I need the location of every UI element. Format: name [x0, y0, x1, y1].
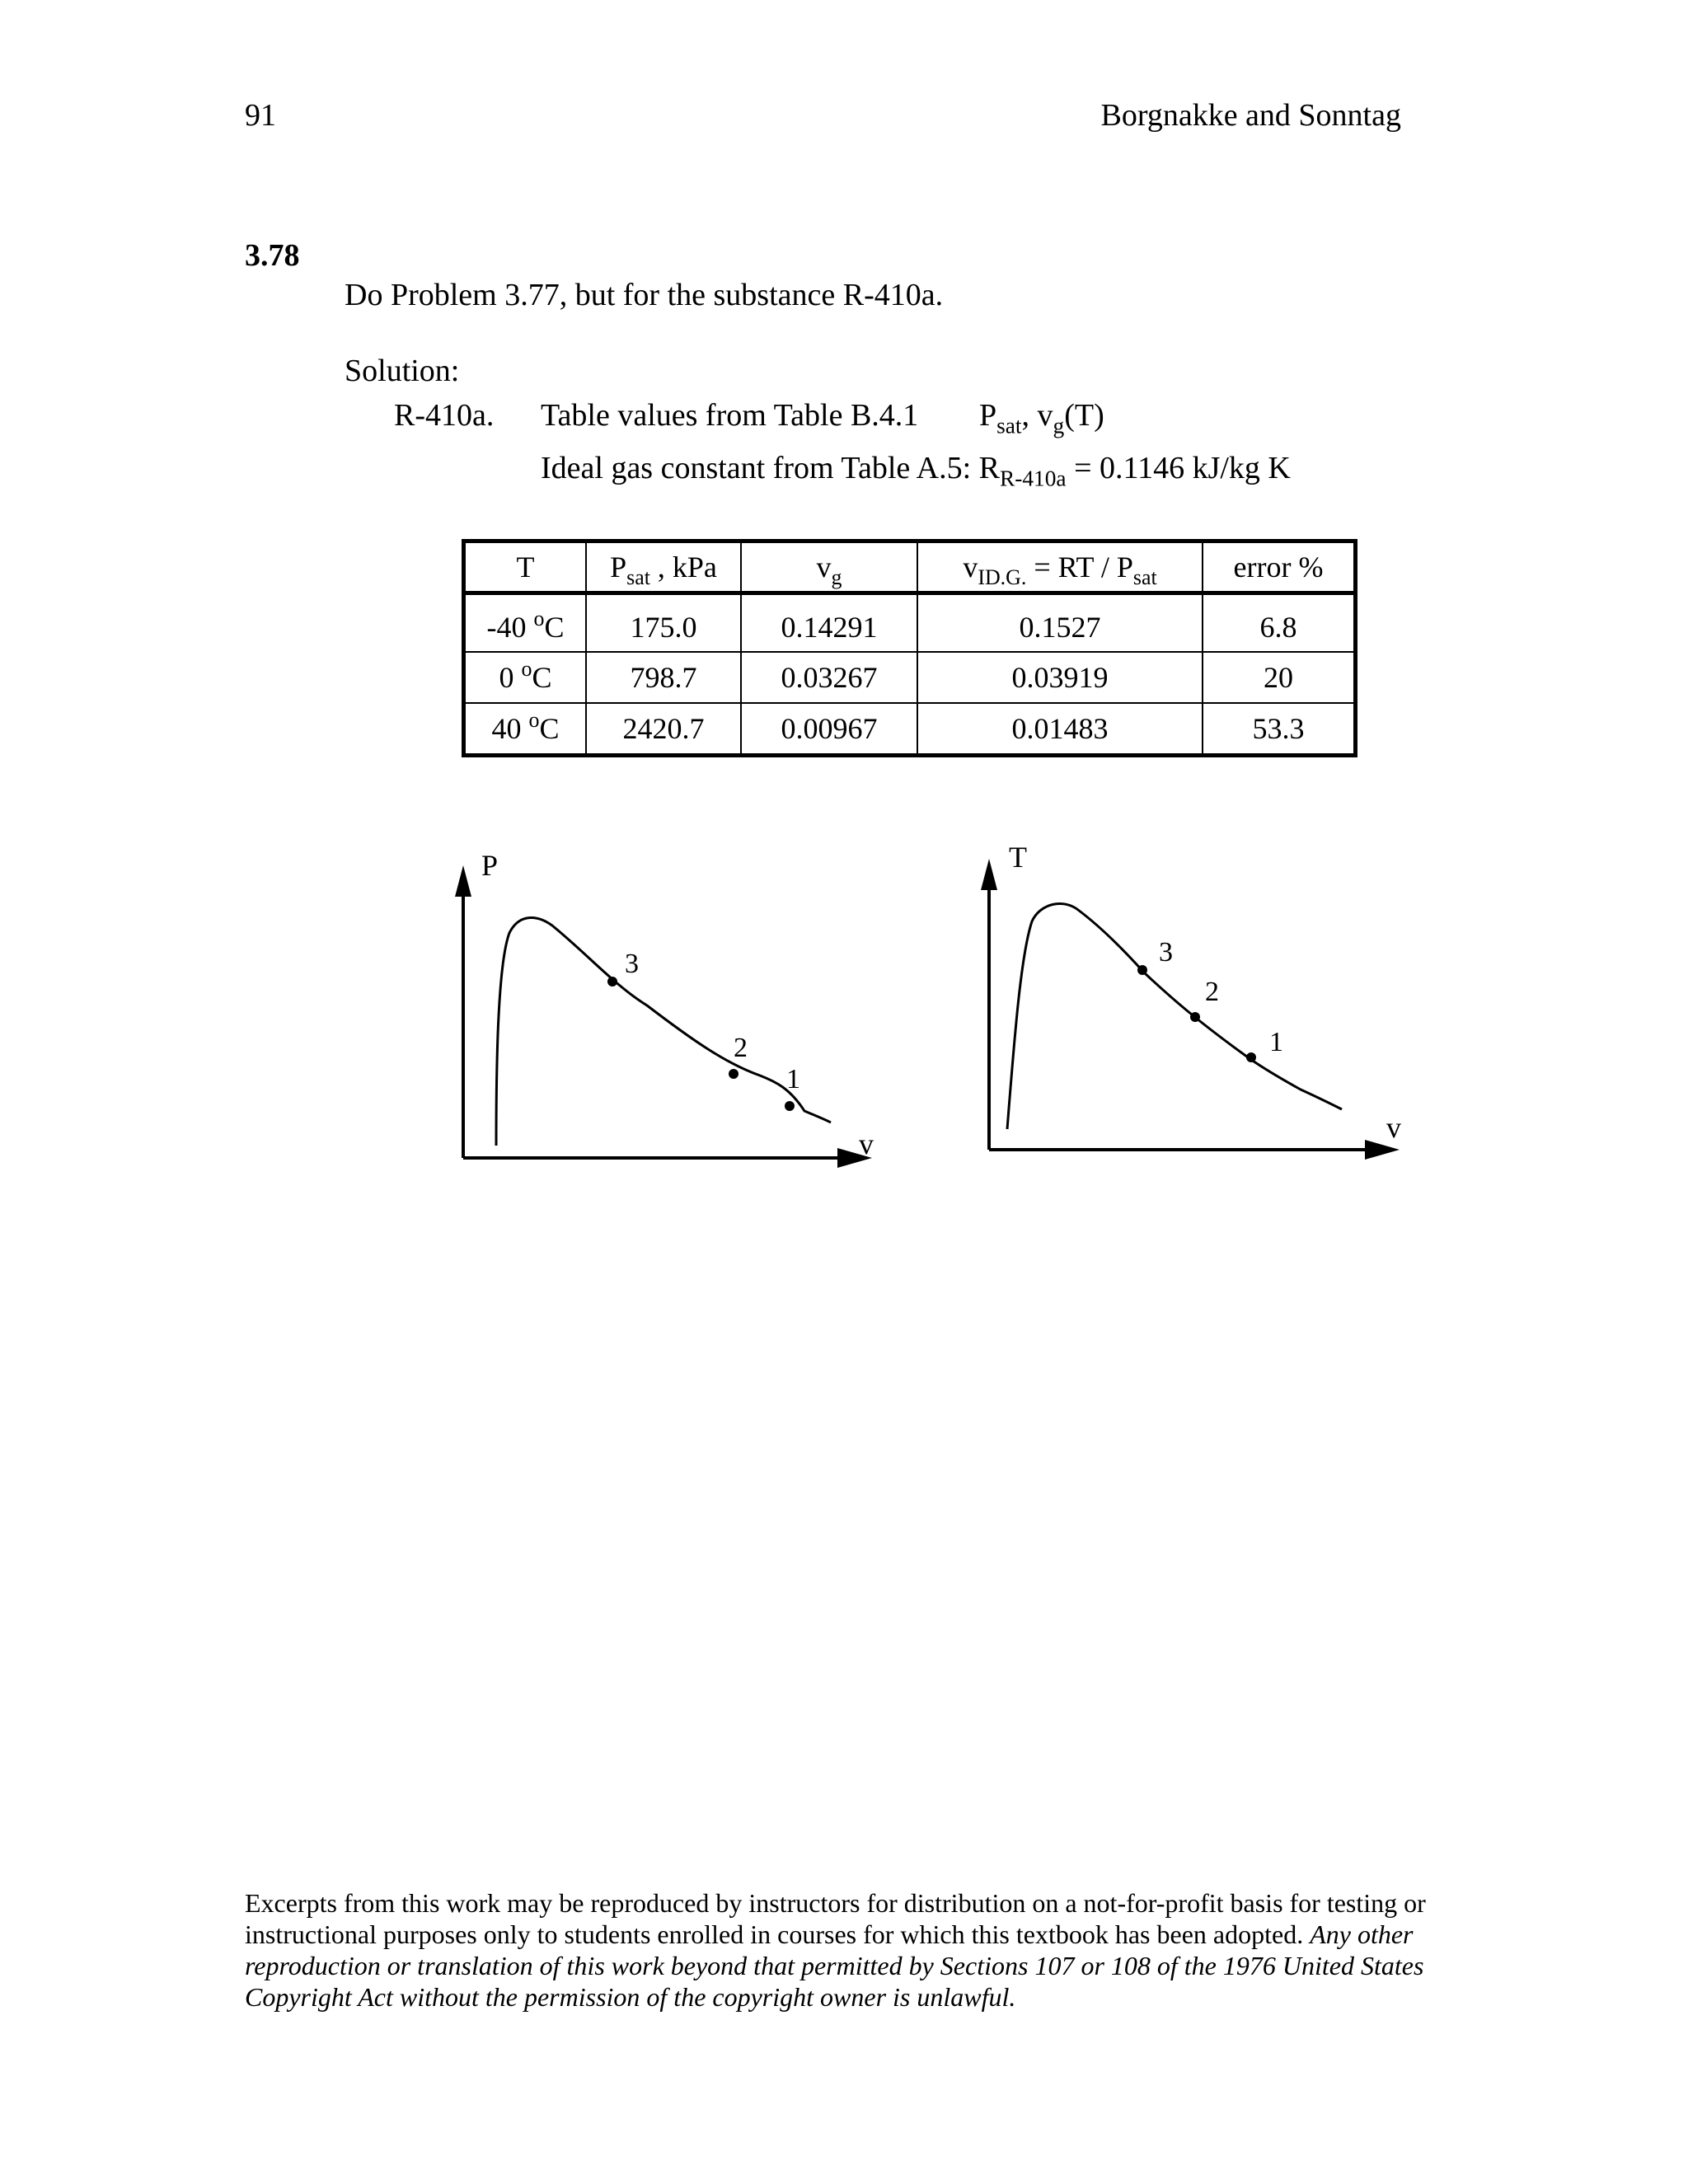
cell-temperature: 0 $^o$C [464, 652, 587, 703]
header-psat-unit: , kPa [649, 551, 717, 583]
data-table [462, 539, 1357, 757]
cell-error: 20 [1203, 652, 1356, 703]
header-vg [741, 541, 917, 593]
vg-subscript: g [1053, 413, 1065, 438]
vg-symbol: , v [1021, 398, 1053, 433]
header-t: T [464, 541, 587, 593]
pv-point-3 [607, 977, 617, 987]
header-vid-subscript: ID.G. [978, 565, 1027, 590]
copyright-footer [245, 1887, 1448, 2013]
pv-x-label: v [859, 1127, 874, 1160]
footer-normal-text: Excerpts from this work may be reproduced by instructors for distribution on a not-for-profit basis for testing or instructional purposes only to students enrolled in courses for which this textbook has been adopted. [245, 1888, 1426, 1949]
pv-y-label: P [481, 849, 499, 882]
pv-label-3: 3 [625, 949, 639, 979]
cell-vg: 0.00967 [741, 703, 917, 756]
tv-label-1: 1 [1269, 1027, 1283, 1057]
header-vg-symbol: v [816, 551, 832, 583]
table-source-text: Table values from Table B.4.1 [541, 398, 919, 433]
header-psat-subscript: sat [626, 565, 650, 590]
gas-constant-line [541, 450, 1291, 491]
header-authors: Borgnakke and Sonntag [1100, 98, 1401, 133]
tv-diagram [973, 832, 1434, 1179]
header-vg-subscript: g [831, 565, 842, 590]
tv-x-label: v [1386, 1111, 1401, 1144]
pv-label-2: 2 [734, 1033, 748, 1063]
header-psat-symbol: P [610, 551, 627, 583]
header-vid-symbol: v [963, 551, 978, 583]
table-quantity [979, 397, 1104, 438]
table-row [464, 652, 1356, 703]
cell-vid: 0.01483 [917, 703, 1203, 756]
cell-temperature: -40 $^o$C [464, 593, 587, 653]
cell-psat: 798.7 [586, 652, 741, 703]
pv-diagram [445, 841, 907, 1187]
pv-y-arrow [455, 865, 471, 897]
cell-temperature: 40 $^o$C [464, 703, 587, 756]
header-vid-sat-subscript: sat [1132, 565, 1157, 590]
header-error: error % [1203, 541, 1356, 593]
tv-y-label: T [1009, 841, 1027, 874]
tv-saturation-curve [1007, 903, 1342, 1129]
psat-subscript: sat [996, 413, 1022, 438]
psat-symbol: P [979, 398, 997, 433]
cell-vg: 0.14291 [741, 593, 917, 653]
tv-point-3 [1137, 965, 1147, 975]
cell-vid: 0.03919 [917, 652, 1203, 703]
solution-label: Solution: [345, 354, 460, 388]
cell-psat: 2420.7 [586, 703, 741, 756]
cell-error: 53.3 [1203, 703, 1356, 756]
gas-constant-value: = 0.1146 kJ/kg K [1066, 451, 1291, 485]
header-psat [586, 541, 741, 593]
pv-point-1 [785, 1101, 795, 1111]
tv-label-3: 3 [1159, 937, 1173, 968]
pv-point-2 [729, 1069, 738, 1079]
gas-constant-subscript: R-410a [1000, 466, 1067, 491]
problem-statement: Do Problem 3.77, but for the substance R-410a. [345, 278, 944, 312]
pv-label-1: 1 [786, 1064, 800, 1094]
tv-point-1 [1246, 1052, 1256, 1062]
tv-point-2 [1190, 1012, 1200, 1022]
cell-error: 6.8 [1203, 593, 1356, 653]
header-vid [917, 541, 1203, 593]
problem-number: 3.78 [245, 238, 300, 273]
table-row [464, 593, 1356, 653]
header-vid-formula: = RT / P [1026, 551, 1133, 583]
table-row [464, 703, 1356, 756]
cell-vid: 0.1527 [917, 593, 1203, 653]
substance-label: R-410a. [394, 398, 495, 433]
footer-italic-text: Any other reproduction or translation of this work beyond that permitted by Sections 107 or 108 of the 1976 United States Copyright Act without the permission of the copyright owner is unlawful. [245, 1919, 1424, 2012]
cell-vg: 0.03267 [741, 652, 917, 703]
gas-constant-prefix: Ideal gas constant from Table A.5: R [541, 451, 1001, 485]
tv-label-2: 2 [1205, 977, 1219, 1007]
page-number: 91 [245, 98, 276, 133]
quantity-argument: (T) [1064, 398, 1104, 433]
pv-saturation-curve [496, 917, 831, 1146]
cell-psat: 175.0 [586, 593, 741, 653]
table-header-row [464, 541, 1356, 593]
tv-y-arrow [981, 859, 997, 890]
